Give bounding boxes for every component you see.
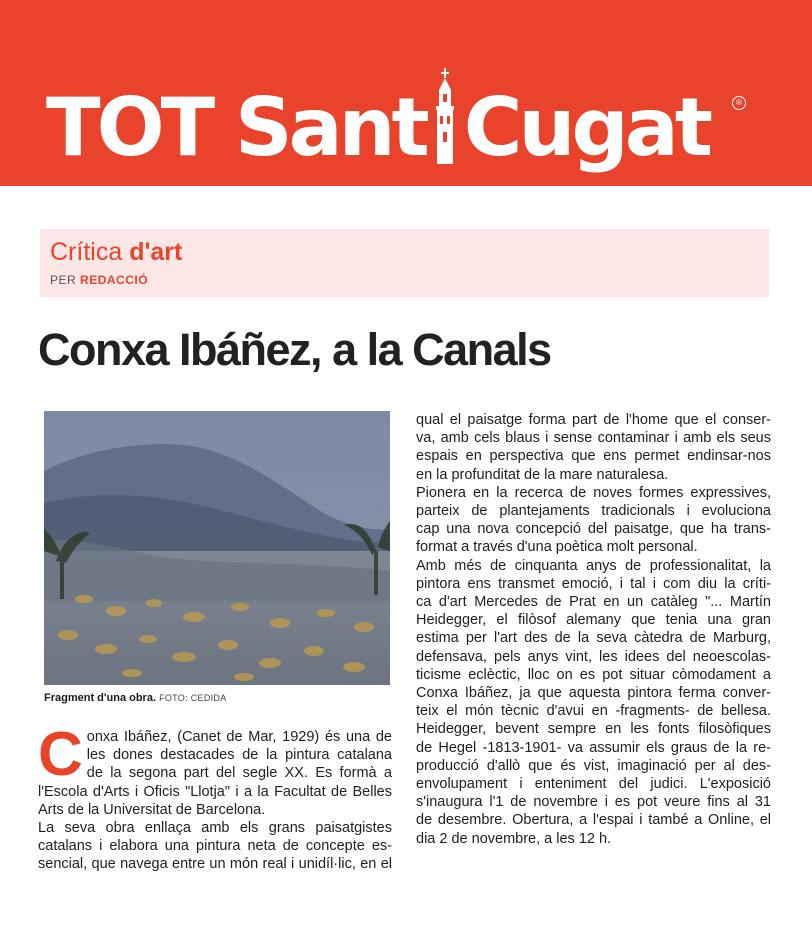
section-title-light: Crítica — [50, 238, 123, 266]
text-line: sencial, que navega entre un món real i unidíl·lic, en el — [38, 856, 392, 873]
article-body-right — [416, 411, 771, 848]
section-title-bold: d'art — [129, 238, 183, 266]
text-line: dia 2 de novembre, a les 12 h. — [416, 830, 612, 847]
text-line: ticisme eclèctic, lloc on es pot situar còmodament a — [416, 666, 771, 683]
text-line: Heidegger, el filòsof alemany que tenia una gran — [416, 612, 771, 629]
article-headline: Conxa Ibáñez, a la Canals — [38, 324, 551, 375]
byline-prefix: PER — [50, 273, 77, 287]
text-line: onxa Ibáñez, (Canet de Mar, 1929) és una de — [86, 729, 392, 745]
text-line: Conxa Ibáñez, ja que aquesta pintora ferma conver- — [416, 685, 771, 702]
text-line: de la segona part del segle XX. Es formà a — [86, 765, 392, 782]
photo-caption — [44, 691, 227, 705]
church-tower-icon — [432, 68, 458, 164]
text-line: parteix de plantejaments tradicionals i evoluciona — [416, 503, 771, 520]
registered-mark: ® — [732, 96, 746, 110]
drop-cap: C — [38, 720, 83, 789]
logo-text-part2: Cugat — [463, 81, 709, 174]
text-line: defensava, pels anys vint, les idees del neoescolas- — [416, 648, 771, 665]
text-line: La seva obra enllaça amb els grans paisatgistes — [38, 820, 392, 837]
text-line: format a través d'una poètica molt personal. — [416, 539, 698, 556]
byline — [50, 272, 148, 288]
text-line: Heidegger, bevent sempre en les fonts filosòfiques — [416, 721, 771, 738]
text-line: estima per l'art des de la seva càtedra de Marburg, — [416, 630, 771, 647]
logo-text-part1: TOT Sant — [46, 81, 426, 174]
article-photo — [44, 411, 390, 685]
text-line: en la profunditat de la mare naturalesa. — [416, 466, 669, 483]
text-line: Amb més de cinquanta anys de professionalitat, la — [416, 557, 771, 574]
section-header — [40, 229, 769, 297]
text-line: va, amb cels blaus i sense contaminar i amb els seus — [416, 430, 771, 447]
text-line: de Hegel -1813-1901- va assumir els graus de la re- — [416, 739, 771, 756]
text-line: ca d'art Mercedes de Prat en un catàleg "... Martín — [416, 594, 771, 611]
text-line: producció d'allò que és vist, imaginació per al des- — [416, 757, 771, 774]
text-line: espais en perspectiva que ens permet endinsar-nos — [416, 448, 771, 465]
masthead — [0, 0, 812, 186]
caption-lead: Fragment d'una obra. — [44, 692, 157, 704]
text-line: cap una nova concepció del paisatge, que ha trans- — [416, 521, 771, 538]
text-line: l'Escola d'Arts i Oficis "Llotja" i a la Facultat de Belles — [38, 783, 392, 800]
text-line: catalans i elabora una pintura neta de concepte es- — [38, 838, 392, 855]
text-line: envolupament i enteniment del judici. L'exposició — [416, 776, 771, 793]
byline-author[interactable]: REDACCIÓ — [80, 273, 149, 287]
caption-credit: FOTO: CEDIDA — [159, 693, 227, 703]
text-line: de desembre. Obertura, a l'espai i també a Online, el — [416, 812, 771, 829]
text-line: les dones destacades de la pintura catalana — [86, 747, 392, 764]
text-line: s'inaugura l'1 de novembre i es pot veure fins al 31 — [416, 794, 771, 811]
text-line: qual el paisatge forma part de l'home que el conser- — [416, 412, 771, 428]
article-body-left — [38, 720, 392, 874]
section-title — [50, 237, 182, 267]
text-line: Pionera en la recerca de noves formes expressives, — [416, 484, 771, 501]
publication-logo[interactable] — [46, 68, 709, 174]
text-line: Arts de la Universitat de Barcelona. — [38, 801, 266, 818]
text-line: pintora ens transmet emoció, i tal i com diu la críti- — [416, 575, 771, 592]
text-line: teix el món tècnic d'avui en -fragments- de bellesa. — [416, 703, 771, 720]
